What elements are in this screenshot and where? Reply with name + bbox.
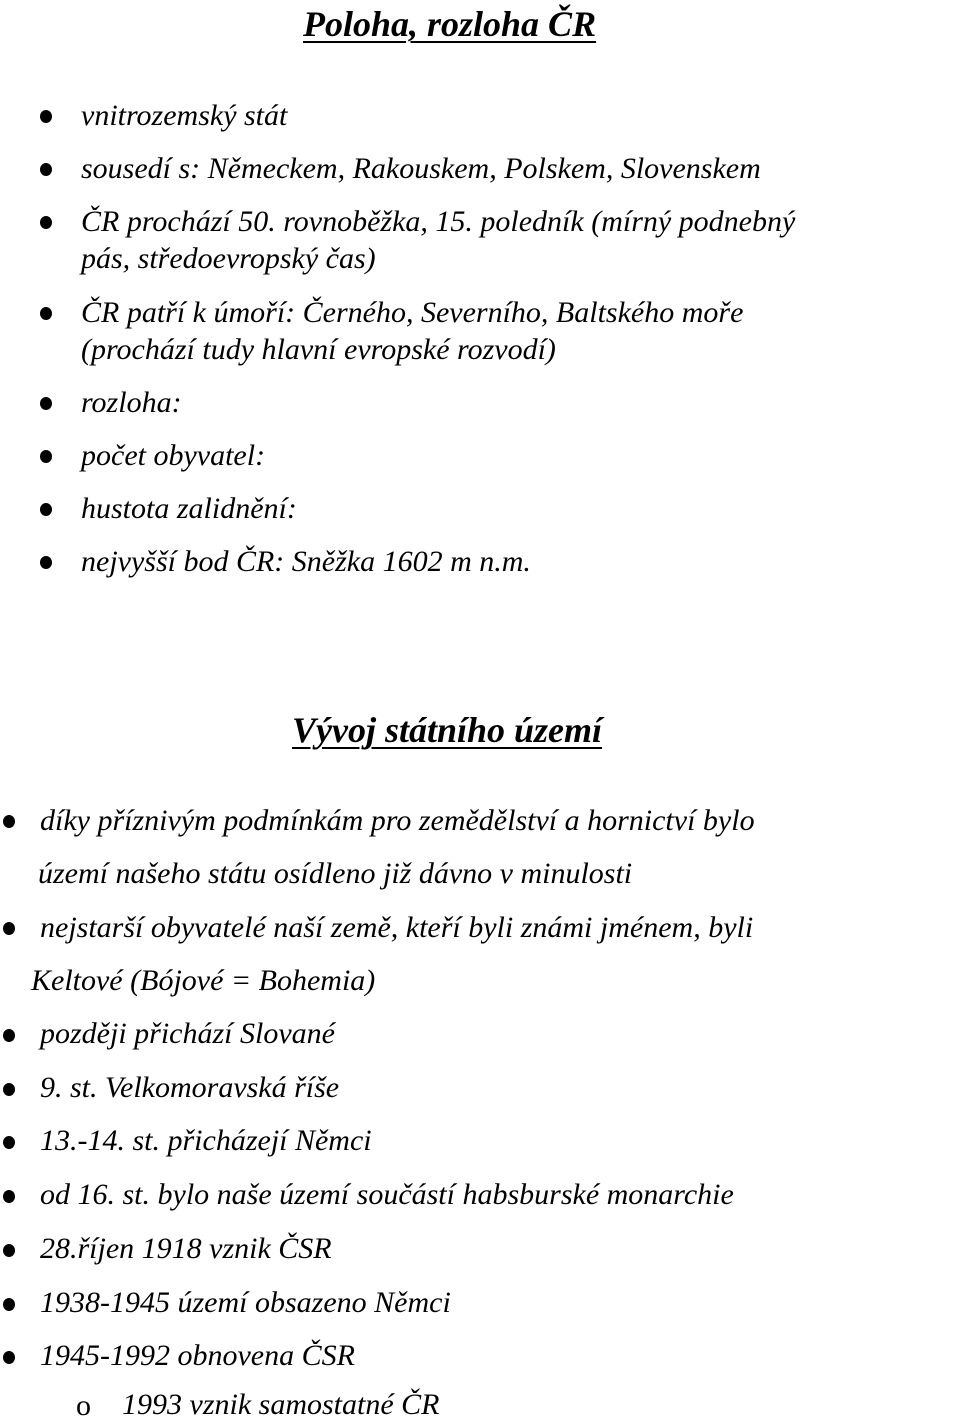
bullet-icon <box>3 922 15 935</box>
list-item-line: ČR patří k úmoří: Černého, Severního, Baltského moře <box>81 296 744 329</box>
section-title-vyvoj: Vývoj státního území <box>292 710 603 750</box>
list-item-line: (prochází tudy hlavní evropské rozvodí) <box>81 333 556 366</box>
list-item-line: díky příznivým podmínkám pro zemědělství a hornictví bylo <box>40 804 755 837</box>
section-title-poloha: Poloha, rozloha ČR <box>303 4 597 44</box>
sub-bullet-marker: o <box>76 1389 91 1422</box>
list-item-line: Keltové (Bójové = Bohemia) <box>31 964 376 997</box>
list-item-line: později přichází Slované <box>40 1017 335 1050</box>
bullet-icon <box>40 556 52 569</box>
bullet-icon <box>3 1136 15 1149</box>
list-item-line: 9. st. Velkomoravská říše <box>40 1071 340 1104</box>
bullet-icon <box>40 163 52 176</box>
bullet-icon <box>3 1029 15 1042</box>
list-item-line: hustota zalidnění: <box>81 492 297 525</box>
list-item-line: území našeho státu osídleno již dávno v minulosti <box>38 857 633 890</box>
bullet-icon <box>40 110 52 123</box>
bullet-icon <box>40 216 52 229</box>
list-item-line: rozloha: <box>81 386 182 419</box>
list-item-line: nejvyšší bod ČR: Sněžka 1602 m n.m. <box>81 545 531 578</box>
bullet-icon <box>3 1244 15 1257</box>
bullet-icon <box>3 1190 15 1203</box>
bullet-icon <box>40 307 52 320</box>
list-item-line: počet obyvatel: <box>81 439 266 472</box>
list-item-line: vnitrozemský stát <box>81 99 288 132</box>
list-item-line: 1945-1992 obnovena ČSR <box>40 1339 355 1372</box>
list-item-line: sousedí s: Německem, Rakouskem, Polskem, Slovenskem <box>81 152 761 185</box>
list-item-line: ČR prochází 50. rovnoběžka, 15. poledník (mírný podnebný <box>81 205 796 238</box>
list-item-line: 28.říjen 1918 vznik ČSR <box>40 1232 332 1265</box>
list-item-line: pás, středoevropský čas) <box>81 242 376 275</box>
bullet-icon <box>3 1351 15 1364</box>
bullet-icon <box>40 503 52 516</box>
bullet-icon <box>40 450 52 463</box>
bullet-icon <box>40 397 52 410</box>
sub-list-item-line: 1993 vznik samostatné ČR <box>122 1388 440 1421</box>
list-item-line: 13.-14. st. přicházejí Němci <box>40 1124 372 1157</box>
list-item-line: nejstarší obyvatelé naší země, kteří byli známi jménem, byli <box>40 911 754 944</box>
bullet-icon <box>3 1083 15 1096</box>
bullet-icon <box>3 1298 15 1311</box>
list-item-line: od 16. st. bylo naše území součástí habsburské monarchie <box>40 1178 734 1211</box>
bullet-icon <box>3 815 15 828</box>
list-item-line: 1938-1945 území obsazeno Němci <box>40 1286 451 1319</box>
